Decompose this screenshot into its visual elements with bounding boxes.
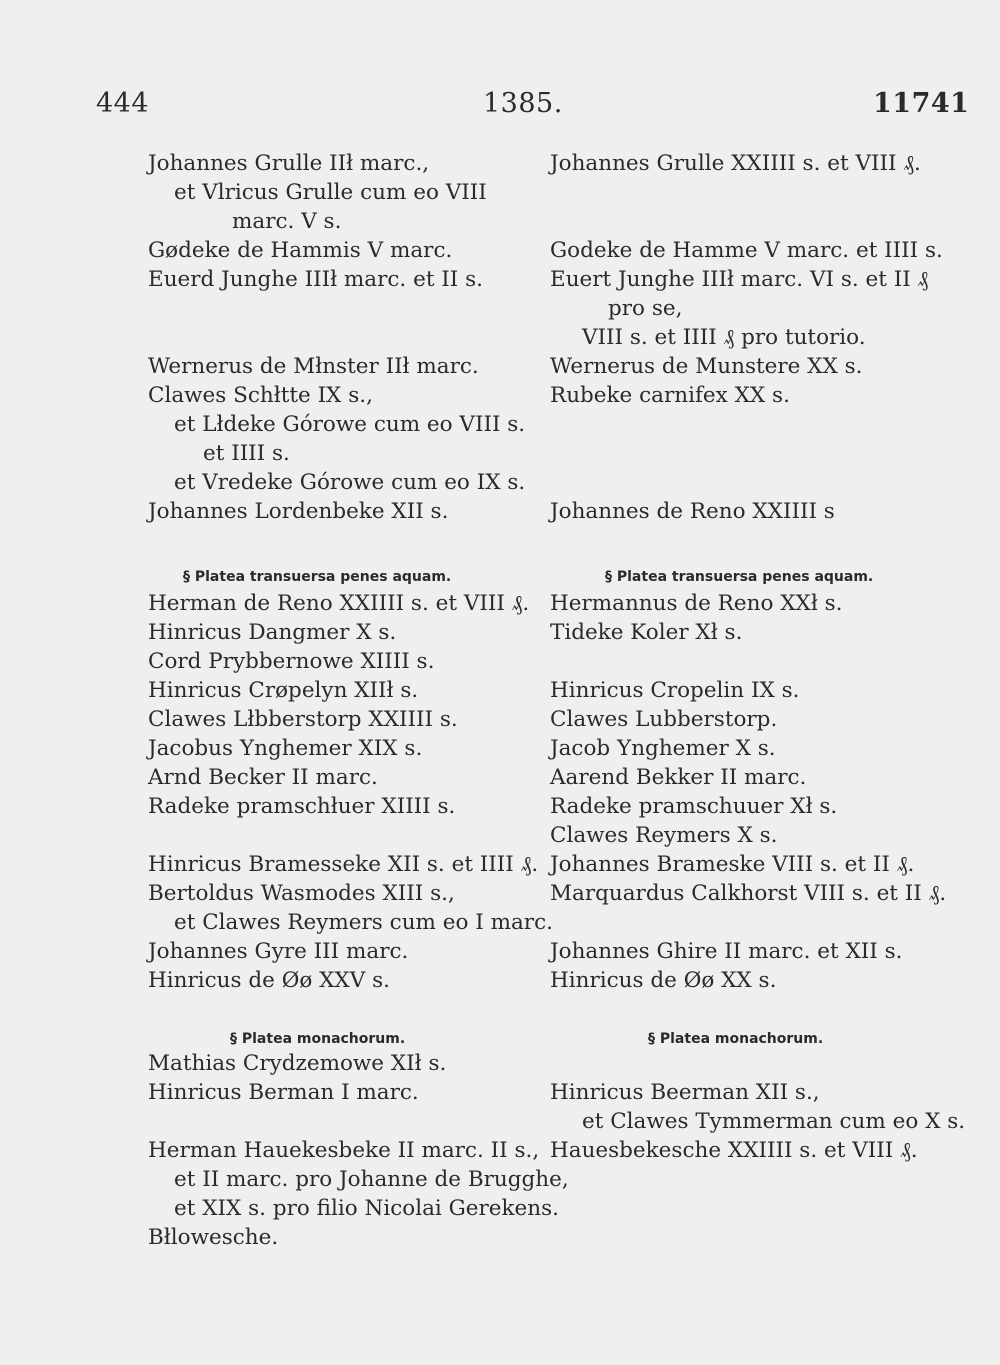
register-entry-line: et II marc. pro Johanne de Brugghe, [174, 1167, 569, 1192]
register-entry-line: Hinricus de Øø XXV s. [148, 968, 390, 993]
register-entry-line: et Vredeke Górowe cum eo IX s. [174, 470, 526, 495]
register-entry-line: VIII s. et IIII ₰ pro tutorio. [582, 325, 866, 350]
register-entry-line: Euerd Junghe IIIł marc. et II s. [148, 267, 483, 292]
register-entry-line: Radeke pramschuuer Xł s. [550, 794, 838, 819]
register-entry-line: et XIX s. pro filio Nicolai Gerekens. [174, 1196, 559, 1221]
register-entry-line: pro se, [608, 296, 683, 321]
register-entry-line: et Lłdeke Górowe cum eo VIII s. [174, 412, 526, 437]
year-heading: 1385. [483, 88, 563, 119]
register-entry-line: Hauesbekesche XXIIII s. et VIII ₰. [550, 1138, 918, 1163]
register-entry-line: Bertoldus Wasmodes XIII s., [148, 881, 455, 906]
register-entry-line: Clawes Schłtte IX s., [148, 383, 373, 408]
register-entry-line: Johannes de Reno XXIIII s [550, 499, 835, 524]
register-entry-line: Mathias Crydzemowe XIł s. [148, 1051, 447, 1076]
register-entry-line: Hinricus Cropelin IX s. [550, 678, 800, 703]
register-entry-line: Arnd Becker II marc. [148, 765, 378, 790]
register-entry-line: Clawes Lłbberstorp XXIIII s. [148, 707, 458, 732]
register-entry-line: Hermannus de Reno XXł s. [550, 591, 843, 616]
register-entry-line: Hinricus de Øø XX s. [550, 968, 777, 993]
register-entry-line: Tideke Koler Xł s. [550, 620, 743, 645]
register-entry-line: et Vlricus Grulle cum eo VIII [174, 180, 487, 205]
register-entry-line: Hinricus Bramesseke XII s. et IIII ₰. [148, 852, 539, 877]
register-entry-line: Clawes Lubberstorp. [550, 707, 778, 732]
register-entry-line: Johannes Ghire II marc. et XII s. [550, 939, 903, 964]
register-entry-line: Johannes Brameske VIII s. et II ₰. [550, 852, 915, 877]
register-entry-line: Johannes Grulle IIł marc., [148, 151, 430, 176]
register-entry-line: et IIII s. [203, 441, 290, 466]
page-number: 444 [96, 88, 150, 119]
register-entry-line: Jacob Ynghemer X s. [550, 736, 776, 761]
register-entry-line: Jacobus Ynghemer XIX s. [148, 736, 423, 761]
register-entry-line: Błlowesche. [148, 1225, 279, 1250]
section-heading: § Platea monachorum. [230, 1031, 406, 1047]
register-entry-line: Clawes Reymers X s. [550, 823, 778, 848]
register-entry-line: et Clawes Reymers cum eo I marc. [174, 910, 553, 935]
register-entry-line: Godeke de Hamme V marc. et IIII s. [550, 238, 943, 263]
register-entry-line: Radeke pramschłuer XIIII s. [148, 794, 456, 819]
register-entry-line: Cord Prybbernowe XIIII s. [148, 649, 435, 674]
register-entry-line: Wernerus de Młnster IIł marc. [148, 354, 479, 379]
register-entry-line: Hinricus Crøpelyn XIIł s. [148, 678, 419, 703]
register-entry-line: marc. V s. [232, 209, 342, 234]
register-entry-line: Johannes Lordenbeke XII s. [148, 499, 449, 524]
register-entry-line: Rubeke carnifex XX s. [550, 383, 790, 408]
register-entry-line: Johannes Grulle XXIIII s. et VIII ₰. [550, 151, 921, 176]
section-heading: § Platea transuersa penes aquam. [183, 569, 452, 585]
register-entry-line: Hinricus Dangmer X s. [148, 620, 397, 645]
register-entry-line: Herman de Reno XXIIII s. et VIII ₰. [148, 591, 530, 616]
register-entry-line: Wernerus de Munstere XX s. [550, 354, 863, 379]
section-heading: § Platea transuersa penes aquam. [605, 569, 874, 585]
register-entry-line: Marquardus Calkhorst VIII s. et II ₰. [550, 881, 947, 906]
register-entry-line: Euert Junghe IIIł marc. VI s. et II ₰ [550, 267, 929, 292]
section-heading: § Platea monachorum. [648, 1031, 824, 1047]
register-entry-line: et Clawes Tymmerman cum eo X s. [582, 1109, 966, 1134]
register-entry-line: Hinricus Beerman XII s., [550, 1080, 820, 1105]
register-entry-line: Gødeke de Hammis V marc. [148, 238, 453, 263]
register-entry-line: Aarend Bekker II marc. [550, 765, 807, 790]
register-entry-line: Herman Hauekesbeke II marc. II s., [148, 1138, 540, 1163]
entry-number: 11741 [873, 88, 970, 119]
register-entry-line: Hinricus Berman I marc. [148, 1080, 419, 1105]
register-entry-line: Johannes Gyre III marc. [148, 939, 409, 964]
